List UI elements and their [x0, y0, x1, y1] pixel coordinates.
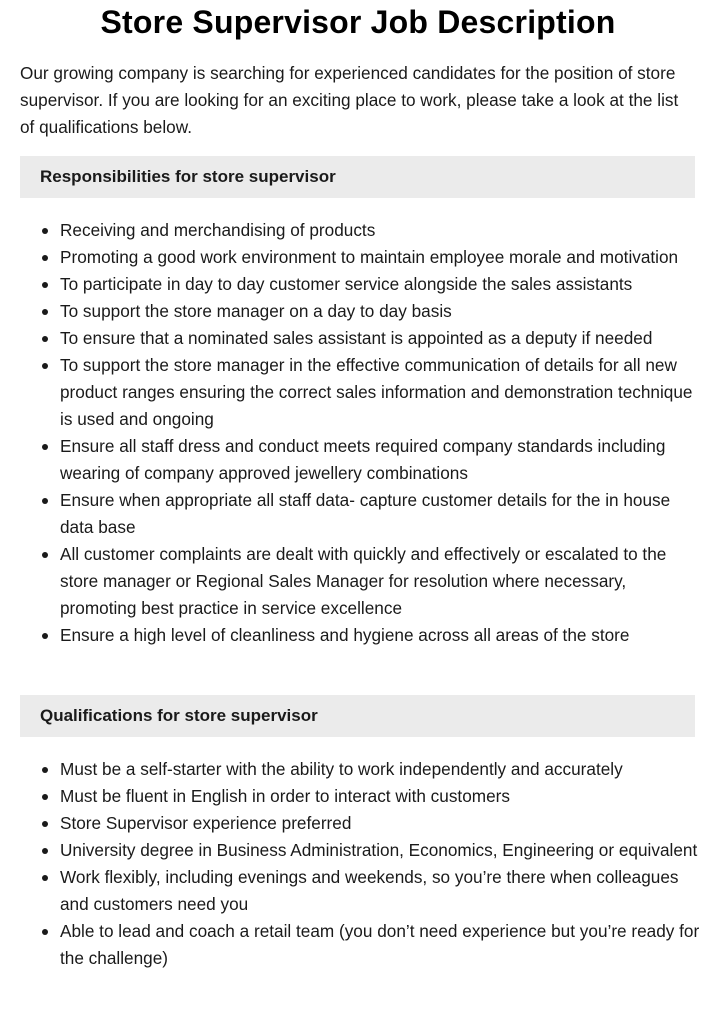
- intro-paragraph: Our growing company is searching for experienced candidates for the position of store supervisor. If you are looking for an exciting place to work, please take a look at the list of qualifications below.: [20, 63, 679, 137]
- responsibility-item: To support the store manager in the effective communication of details for all new product ranges ensuring the correct sales information and demonstration technique is used and ongoing: [60, 352, 700, 433]
- responsibility-item: To ensure that a nominated sales assistant is appointed as a deputy if needed: [60, 325, 700, 352]
- responsibilities-heading: Responsibilities for store supervisor: [20, 156, 695, 198]
- responsibility-item: Promoting a good work environment to maintain employee morale and motivation: [60, 244, 700, 271]
- responsibility-item: Ensure a high level of cleanliness and hygiene across all areas of the store: [60, 622, 700, 649]
- responsibility-item: Receiving and merchandising of products: [60, 217, 700, 244]
- responsibilities-list: [20, 217, 700, 649]
- responsibility-item: To support the store manager on a day to day basis: [60, 298, 700, 325]
- qualifications-heading: Qualifications for store supervisor: [20, 695, 695, 737]
- qualification-item: Able to lead and coach a retail team (you don’t need experience but you’re ready for the challenge): [60, 918, 700, 972]
- responsibility-item: All customer complaints are dealt with quickly and effectively or escalated to the store manager or Regional Sales Manager for resolution where necessary, promoting best practice in service excellence: [60, 541, 700, 622]
- qualification-item: Work flexibly, including evenings and weekends, so you’re there when colleagues and customers need you: [60, 864, 700, 918]
- qualification-item: Must be a self-starter with the ability to work independently and accurately: [60, 756, 700, 783]
- qualification-item: Store Supervisor experience preferred: [60, 810, 700, 837]
- responsibility-item: Ensure all staff dress and conduct meets required company standards including wearing of company approved jewellery combinations: [60, 433, 700, 487]
- qualification-item: University degree in Business Administration, Economics, Engineering or equivalent: [60, 837, 700, 864]
- page-title: Store Supervisor Job Description: [100, 4, 616, 40]
- qualifications-list: [20, 756, 700, 972]
- qualification-item: Must be fluent in English in order to interact with customers: [60, 783, 700, 810]
- responsibility-item: To participate in day to day customer service alongside the sales assistants: [60, 271, 700, 298]
- responsibility-item: Ensure when appropriate all staff data- capture customer details for the in house data base: [60, 487, 700, 541]
